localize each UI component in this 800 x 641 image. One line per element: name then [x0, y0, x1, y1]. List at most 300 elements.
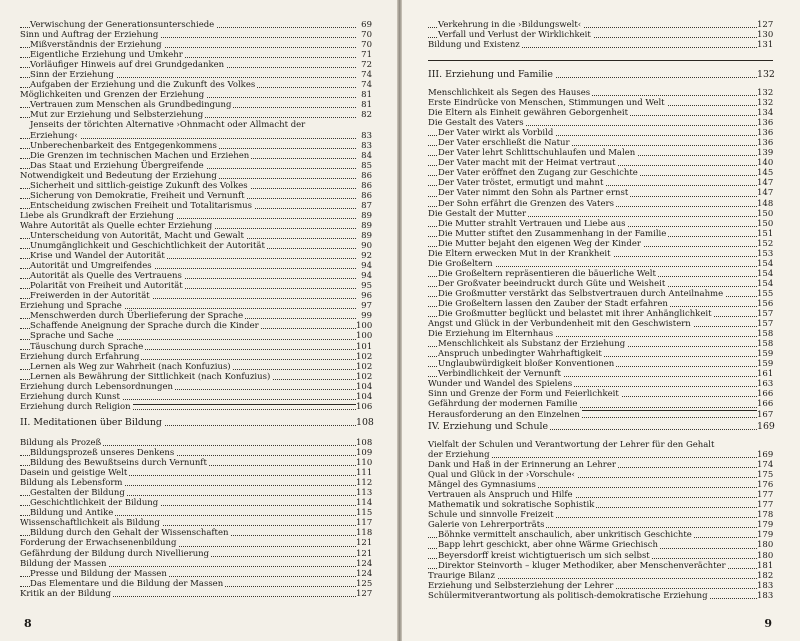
toc-entry-title: Die Großmutter beglückt und belastet mit ihrer Anhänglichkeit — [438, 309, 712, 320]
toc-entry — [428, 289, 773, 299]
section-heading — [428, 422, 773, 432]
toc-entry — [428, 269, 773, 279]
toc-entry-title: Mängel des Gymnasiums — [428, 480, 536, 491]
toc-entry-title: Die Mutter stiftet den Zusammenhang in der Familie — [438, 228, 667, 239]
toc-entry — [20, 90, 372, 100]
toc-entry-title: Liebe als Grundkraft der Erziehung — [20, 210, 174, 221]
toc-entry-title: Direktor Steinvorth – kluger Methodiker, aber Menschenverächter — [438, 560, 726, 571]
toc-entry — [428, 20, 773, 30]
toc-entry-title: Die Grenzen im technischen Machen und Erziehen — [30, 150, 250, 161]
toc-entry — [20, 281, 372, 291]
toc-entry-page: 121 — [356, 538, 373, 549]
toc-entry — [428, 551, 773, 561]
toc-entry — [20, 468, 372, 478]
toc-entry — [20, 100, 372, 110]
left-section-heading — [20, 418, 372, 428]
toc-entry — [428, 128, 773, 138]
toc-entry-title: Mathematik und sokratische Sophistik — [428, 500, 595, 511]
toc-entry-title: Qual und Glück in der ›Vorschule‹ — [428, 470, 575, 481]
toc-entry-title: Sinn der Erziehung — [30, 70, 114, 81]
toc-entry-title: Angst und Glück in der Verbundenheit mit den Geschwistern — [428, 319, 691, 330]
toc-entry-title: Menschlichkeit als Segen des Hauses — [428, 88, 591, 98]
toc-entry-page: 169 — [757, 450, 774, 461]
toc-entry-page: 145 — [757, 168, 774, 179]
toc-entry-title: Die Gestalt der Mutter — [428, 208, 527, 219]
toc-entry — [20, 392, 372, 402]
toc-entry-title: Bildung der Massen — [20, 558, 107, 569]
toc-entry-page: 183 — [757, 580, 774, 591]
toc-entry-title: Presse und Bildung der Massen — [30, 568, 167, 579]
toc-entry-page: 102 — [356, 351, 373, 362]
toc-entry-title: Entscheidung zwischen Freiheit und Totalitarismus — [30, 200, 252, 211]
toc-entry-page: 154 — [757, 268, 774, 279]
toc-entry — [20, 301, 372, 311]
toc-entry-page: 110 — [356, 458, 373, 469]
toc-entry-title: Erziehung durch Erfahrung — [20, 351, 140, 362]
toc-entry — [428, 561, 773, 571]
toc-entry-page: 92 — [356, 251, 372, 261]
toc-entry — [428, 389, 773, 399]
toc-entry-page: 83 — [356, 131, 372, 141]
toc-entry-title: Autorität und Umgreifendes — [30, 261, 152, 272]
toc-entry-page: 136 — [757, 128, 774, 139]
toc-entry-title: Verfall und Verlust der Wirklichkeit — [438, 30, 591, 41]
toc-entry — [20, 271, 372, 281]
toc-entry — [20, 538, 372, 548]
toc-entry-title: Unumgänglichkeit und Geschichtlichkeit der Autorität — [30, 241, 265, 252]
toc-entry — [428, 379, 773, 389]
toc-entry — [20, 120, 372, 130]
toc-entry-page: 81 — [356, 90, 372, 100]
toc-entry — [20, 141, 372, 151]
toc-entry — [20, 458, 372, 468]
right-section-heading-3 — [428, 70, 773, 80]
toc-entry-title: Sicherheit und sittlich-geistige Zukunft des Volkes — [30, 180, 248, 191]
toc-entry — [20, 40, 372, 50]
toc-entry-page: 89 — [356, 221, 372, 231]
toc-entry-title: Notwendigkeit und Bedeutung der Erziehung — [20, 170, 217, 181]
toc-entry — [20, 488, 372, 498]
toc-entry-page: 124 — [356, 558, 373, 569]
toc-entry — [20, 221, 372, 231]
toc-entry-title: Beyersdorff kreist wichtigtuerisch um sich selbst — [438, 550, 650, 561]
toc-entry-title: III. Erziehung und Familie — [428, 69, 553, 80]
toc-entry — [20, 321, 372, 331]
toc-entry — [20, 60, 372, 70]
toc-entry-page: 134 — [757, 108, 774, 119]
toc-entry — [428, 118, 773, 128]
toc-entry-page: 94 — [356, 271, 372, 281]
toc-entry-page: 74 — [356, 70, 372, 80]
toc-entry-title: Eigentliche Erziehung und Umkehr — [30, 50, 183, 61]
left-page — [0, 0, 397, 641]
toc-entry-page: 118 — [356, 528, 373, 539]
toc-entry-title: Vielfalt der Schulen und Verantwortung der Lehrer für den Gehalt — [428, 440, 715, 450]
toc-entry — [20, 231, 372, 241]
section-heading — [428, 70, 773, 80]
toc-entry — [428, 571, 773, 581]
toc-entry-title: Das Staat und Erziehung Übergreifende — [30, 160, 204, 171]
toc-entry-page: 175 — [757, 470, 774, 481]
toc-entry — [20, 448, 372, 458]
toc-entry — [428, 329, 773, 339]
toc-entry-title: Forderung der Erwachsenenbildung — [20, 538, 177, 549]
toc-entry-title: Unglaubwürdigkeit bloßer Konventionen — [438, 359, 615, 370]
toc-entry-title: Sprache und Sache — [30, 331, 114, 342]
toc-entry — [428, 520, 773, 530]
toc-entry-title: Die Eltern erwecken Mut in der Krankheit — [428, 248, 611, 259]
toc-entry-title: Krise und Wandel der Autorität — [30, 251, 165, 262]
toc-entry-page: 102 — [356, 361, 373, 372]
toc-entry-page: 108 — [356, 417, 374, 428]
toc-entry-title: Aufgaben der Erziehung und die Zukunft des Volkes — [30, 80, 256, 91]
toc-entry-title: Sinn und Auftrag der Erziehung — [20, 30, 159, 41]
toc-entry-page: 177 — [757, 490, 774, 501]
toc-entry — [428, 319, 773, 329]
toc-entry-title: Herausforderung an den Einzelnen — [428, 409, 580, 420]
toc-entry-title: II. Meditationen über Bildung — [20, 417, 162, 428]
toc-entry-page: 113 — [356, 488, 373, 499]
toc-entry-page: 155 — [757, 288, 774, 299]
toc-entry — [428, 450, 773, 460]
toc-entry-title: Erziehung und Sprache — [20, 301, 122, 312]
toc-entry — [428, 369, 773, 379]
toc-entry — [20, 291, 372, 301]
toc-entry-page: 114 — [356, 498, 373, 509]
toc-entry — [20, 30, 372, 40]
toc-entry-page: 139 — [757, 148, 774, 159]
toc-entry — [428, 299, 773, 309]
toc-entry — [428, 339, 773, 349]
toc-entry-page: 115 — [356, 508, 373, 519]
toc-entry-title: Bildung und Existenz — [428, 40, 520, 51]
toc-entry-title: Die Mutter bejaht den eigenen Weg der Kinder — [438, 238, 641, 249]
toc-entry-page: 96 — [356, 291, 372, 301]
toc-entry — [20, 518, 372, 528]
toc-entry-title: Menschlichkeit als Substanz der Erziehung — [438, 339, 626, 350]
right-section-heading-4 — [428, 422, 773, 432]
toc-entry — [428, 279, 773, 289]
toc-entry-title: Dank und Haß in der Erinnerung an Lehrer — [428, 460, 616, 471]
toc-entry-title: Erste Eindrücke von Menschen, Stimmungen und Welt — [428, 98, 665, 109]
toc-entry-page: 85 — [356, 161, 372, 171]
toc-entry — [428, 540, 773, 550]
toc-entry — [428, 359, 773, 369]
toc-entry-page: 180 — [757, 550, 774, 561]
toc-entry-page: 94 — [356, 261, 372, 271]
toc-entry-title: Bildungsprozeß unseres Denkens — [30, 448, 175, 459]
toc-entry-page: 154 — [757, 278, 774, 289]
toc-entry-title: Verkehrung in die ›Bildungswelt‹ — [438, 20, 582, 30]
toc-entry — [428, 138, 773, 148]
toc-entry-page: 70 — [356, 30, 372, 40]
toc-entry — [428, 581, 773, 591]
toc-entry-title: Bildung als Prozeß — [20, 438, 102, 448]
toc-entry — [20, 20, 372, 30]
toc-entry-page: 104 — [356, 391, 373, 402]
toc-entry-title: Vorläufiger Hinweis auf drei Grundgedanken — [30, 60, 225, 71]
toc-entry-page: 83 — [356, 141, 372, 151]
toc-entry — [428, 410, 773, 420]
toc-entry-title: Autorität als Quelle des Vertrauens — [30, 271, 182, 282]
toc-entry-page: 102 — [356, 371, 373, 382]
left-toc-block-1 — [20, 20, 372, 412]
toc-entry — [20, 241, 372, 251]
toc-entry — [428, 500, 773, 510]
toc-entry — [428, 188, 773, 198]
toc-entry — [428, 309, 773, 319]
toc-entry-title: Polarität von Freiheit und Autorität — [30, 281, 183, 292]
toc-entry — [428, 399, 773, 409]
toc-entry-page: 140 — [757, 158, 774, 169]
toc-entry — [20, 50, 372, 60]
toc-entry — [20, 151, 372, 161]
toc-entry — [428, 98, 773, 108]
toc-entry-title: Wissenschaftlichkeit als Bildung — [20, 518, 160, 529]
toc-entry-page: 152 — [757, 238, 774, 249]
toc-entry-page: 166 — [757, 389, 774, 400]
toc-entry-page: 124 — [356, 568, 373, 579]
toc-entry-title: Sicherung von Demokratie, Freiheit und Vernunft — [30, 190, 245, 201]
toc-entry-title: der Erziehung — [428, 450, 490, 461]
toc-entry — [428, 460, 773, 470]
toc-entry-title: Anspruch unbedingter Wahrhaftigkeit — [438, 349, 602, 360]
toc-entry-page: 125 — [356, 578, 373, 589]
toc-entry-page: 127 — [757, 20, 774, 30]
toc-entry-title: Schule und sinnvolle Freizeit — [428, 510, 554, 521]
toc-entry-page: 179 — [757, 530, 774, 541]
toc-entry-page: 180 — [757, 540, 774, 551]
toc-entry — [428, 219, 773, 229]
toc-entry-page: 99 — [356, 311, 372, 321]
toc-entry — [20, 559, 372, 569]
toc-entry — [20, 569, 372, 579]
toc-entry — [20, 80, 372, 90]
toc-entry-title: Der Vater nimmt den Sohn als Partner ernst — [438, 188, 629, 199]
toc-entry — [428, 490, 773, 500]
toc-entry — [428, 30, 773, 40]
toc-entry-page: 132 — [757, 88, 774, 98]
toc-entry-page: 127 — [356, 588, 373, 599]
toc-entry — [428, 470, 773, 480]
toc-entry-page: 161 — [757, 369, 774, 380]
toc-entry-page: 148 — [757, 198, 774, 209]
toc-entry — [428, 229, 773, 239]
toc-entry-title: Wunder und Wandel des Spielens — [428, 379, 573, 390]
toc-entry — [428, 530, 773, 540]
toc-entry-page: 158 — [757, 329, 774, 340]
toc-entry-page: 86 — [356, 191, 372, 201]
toc-entry-title: Schülermitverantwortung als politisch-demokratische Erziehung — [428, 590, 708, 601]
toc-entry-title: Traurige Bilanz — [428, 570, 495, 581]
toc-entry-page: 147 — [757, 178, 774, 189]
toc-entry-title: Dasein und geistige Welt — [20, 468, 128, 479]
toc-entry-page: 82 — [356, 110, 372, 120]
toc-entry-title: Gefährdung der Bildung durch Nivellierung — [20, 548, 210, 559]
toc-entry-title: Kritik an der Bildung — [20, 588, 112, 599]
toc-entry-page: 106 — [356, 401, 373, 412]
toc-entry — [20, 589, 372, 599]
toc-entry-page: 136 — [757, 118, 774, 129]
toc-entry-title: Die Mutter strahlt Vertrauen und Liebe aus — [438, 218, 626, 229]
toc-entry-title: Vertrauen zum Menschen als Grundbedingung — [30, 100, 232, 111]
toc-entry — [20, 331, 372, 341]
toc-entry — [20, 362, 372, 372]
toc-entry-page: 147 — [757, 188, 774, 199]
toc-entry — [20, 579, 372, 589]
toc-entry-title: Möglichkeiten und Grenzen der Erziehung — [20, 90, 205, 101]
toc-entry — [428, 199, 773, 209]
toc-entry-title: Bildung und Antike — [30, 508, 114, 519]
toc-entry-page: 169 — [757, 421, 775, 432]
toc-entry-title: Die Großeltern — [428, 258, 493, 269]
toc-entry-page: 178 — [757, 510, 774, 521]
toc-entry — [428, 349, 773, 359]
toc-entry-page: 86 — [356, 171, 372, 181]
toc-entry-page: 89 — [356, 211, 372, 221]
toc-entry — [428, 591, 773, 601]
toc-entry — [428, 88, 773, 98]
toc-entry-page: 97 — [356, 301, 372, 311]
toc-entry-title: Die Erziehung im Elternhaus — [428, 329, 554, 340]
toc-entry-page: 157 — [757, 309, 774, 320]
toc-entry — [428, 480, 773, 490]
toc-entry — [20, 478, 372, 488]
toc-entry-title: Mißverständnis der Erziehung — [30, 40, 162, 51]
right-toc-block-3 — [428, 440, 773, 601]
toc-entry — [20, 549, 372, 559]
toc-entry-title: Jenseits der törichten Alternative ›Ohnmacht oder Allmacht der — [30, 120, 306, 131]
toc-entry-page: 158 — [757, 339, 774, 350]
left-toc-block-2 — [20, 438, 372, 599]
toc-entry-page: 150 — [757, 218, 774, 229]
toc-entry — [20, 382, 372, 392]
toc-entry — [428, 40, 773, 50]
toc-entry-page: 131 — [757, 40, 774, 51]
toc-entry-title: Sinn und Grenze der Form und Feierlichkeit — [428, 389, 619, 400]
toc-entry — [20, 161, 372, 171]
toc-entry-page: 117 — [356, 518, 373, 529]
toc-entry-page: 136 — [757, 138, 774, 149]
right-page — [402, 0, 800, 641]
toc-entry-title: Der Vater tröstet, ermutigt und mahnt — [438, 178, 604, 189]
toc-entry-title: Erziehung durch Religion — [20, 401, 131, 412]
toc-entry-page: 154 — [757, 258, 774, 269]
toc-entry-title: Der Vater macht mit der Heimat vertraut — [438, 158, 616, 169]
toc-entry-title: Mut zur Erziehung und Selbsterziehung — [30, 110, 204, 121]
toc-entry — [20, 438, 372, 448]
toc-entry — [20, 70, 372, 80]
toc-entry-title: Erziehung durch Lebensordnungen — [20, 381, 173, 392]
toc-entry — [20, 131, 372, 141]
toc-entry-title: Unberechenbarkeit des Entgegenkommens — [30, 140, 217, 151]
page-number: 8 — [24, 617, 32, 630]
toc-entry — [428, 259, 773, 269]
toc-entry-title: Die Großeltern repräsentieren die bäuerliche Welt — [438, 268, 656, 279]
toc-entry — [428, 440, 773, 450]
toc-entry-title: Geschichtlichkeit der Bildung — [30, 498, 159, 509]
toc-entry-page: 84 — [356, 151, 372, 161]
right-toc-block-2 — [428, 88, 773, 420]
toc-entry-page: 81 — [356, 100, 372, 110]
toc-entry-page: 69 — [356, 20, 372, 30]
toc-entry-page: 132 — [757, 98, 774, 109]
toc-entry-page: 87 — [356, 201, 372, 211]
toc-entry — [20, 372, 372, 382]
toc-entry-page: 130 — [757, 30, 774, 41]
toc-entry-page: 181 — [757, 560, 774, 571]
toc-entry-page: 177 — [757, 500, 774, 511]
toc-entry — [428, 510, 773, 520]
toc-entry-title: Wahre Autorität als Quelle echter Erziehung — [20, 220, 213, 231]
toc-entry-title: Gestalten der Bildung — [30, 488, 125, 499]
toc-entry-title: Bapp lehrt geschickt, aber ohne Wärme Griechisch — [438, 540, 658, 551]
toc-entry-page: 166 — [757, 399, 774, 410]
toc-entry-page: 151 — [757, 228, 774, 239]
toc-entry — [20, 171, 372, 181]
toc-entry-page: 174 — [757, 460, 774, 471]
toc-entry-title: Freiwerden in der Autorität — [30, 291, 150, 302]
toc-entry-page: 111 — [356, 468, 373, 479]
toc-entry-title: Bildung durch den Gehalt der Wissenschaften — [30, 528, 229, 539]
toc-entry — [20, 498, 372, 508]
page-number: 9 — [764, 617, 772, 630]
toc-entry-title: IV. Erziehung und Schule — [428, 421, 549, 432]
toc-entry-title: Erziehung und Selbsterziehung der Lehrer — [428, 580, 614, 591]
toc-entry-page: 159 — [757, 359, 774, 370]
toc-entry — [20, 110, 372, 120]
toc-entry — [428, 168, 773, 178]
toc-entry-page: 109 — [356, 448, 373, 459]
toc-entry-page: 150 — [757, 208, 774, 219]
toc-entry-title: Böhnke vermittelt anschaulich, aber unkritisch Geschichte — [438, 530, 692, 541]
toc-entry — [20, 181, 372, 191]
toc-entry-title: Vertrauen als Anspruch und Hilfe — [428, 490, 573, 501]
toc-entry-title: Lernen als Weg zur Wahrheit (nach Konfuzius) — [30, 361, 231, 372]
toc-entry-page: 156 — [757, 298, 774, 309]
toc-entry-page: 100 — [356, 331, 373, 342]
toc-entry-page: 89 — [356, 231, 372, 241]
toc-entry-page: 70 — [356, 40, 372, 50]
toc-entry-title: Die Großeltern lassen den Zauber der Stadt erfahren — [438, 298, 668, 309]
toc-entry-page: 159 — [757, 349, 774, 360]
toc-entry — [20, 528, 372, 538]
toc-entry-title: Menschwerden durch Überlieferung der Sprache — [30, 311, 244, 322]
toc-entry-title: Der Sohn erfährt die Grenzen des Vaters — [438, 198, 614, 209]
toc-entry-title: Erziehung durch Kunst — [20, 391, 120, 402]
toc-entry-page: 121 — [356, 548, 373, 559]
toc-entry-page: 100 — [356, 321, 373, 332]
toc-entry-title: Gefährdung der modernen Familie — [428, 399, 578, 410]
toc-entry-title: Der Vater erschließt die Natur — [438, 138, 570, 149]
toc-entry-page: 176 — [757, 480, 774, 491]
toc-entry-page: 163 — [757, 379, 774, 390]
toc-entry-title: Der Vater eröffnet den Zugang zur Geschichte — [438, 168, 638, 179]
toc-entry-page: 95 — [356, 281, 372, 291]
toc-entry-page: 71 — [356, 50, 372, 60]
toc-entry — [20, 191, 372, 201]
toc-entry-title: Bildung des Bewußtseins durch Vernunft — [30, 458, 207, 469]
toc-entry-title: Galerie von Lehrerporträts — [428, 520, 545, 531]
divider — [428, 60, 773, 61]
toc-entry — [20, 261, 372, 271]
toc-entry-page: 182 — [757, 570, 774, 581]
toc-entry-title: Das Elementare und die Bildung der Massen — [30, 578, 224, 589]
toc-entry-page: 157 — [757, 319, 774, 330]
toc-entry-page: 104 — [356, 381, 373, 392]
toc-entry-page: 74 — [356, 80, 372, 90]
toc-entry — [428, 209, 773, 219]
